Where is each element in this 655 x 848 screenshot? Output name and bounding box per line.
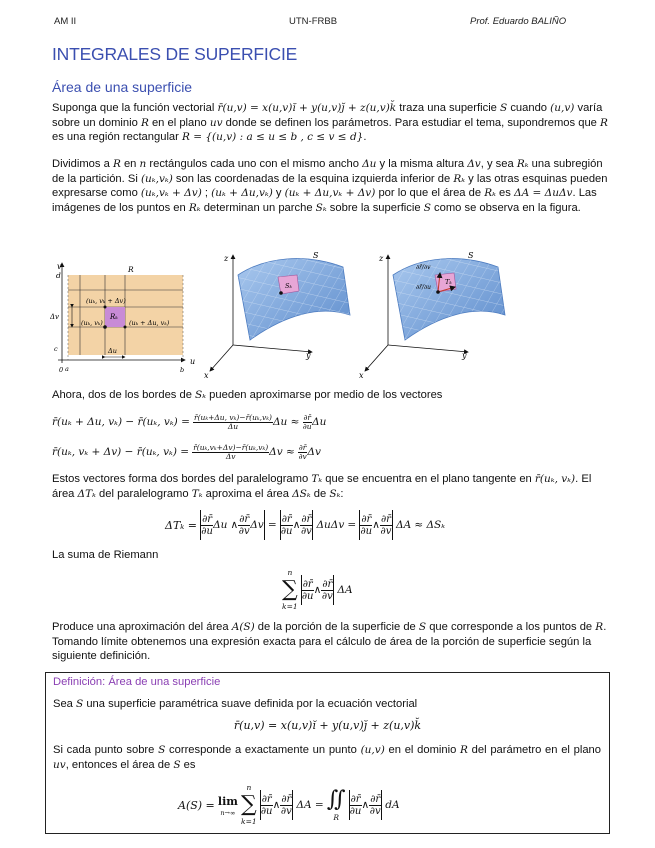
definition-line-2: Si cada punto sobre S corresponde a exactamente un punto (u,v) en el dominio R del parámetro en el plano uv, entonces el área de S es — [53, 744, 602, 771]
x-label-2: x — [359, 371, 364, 380]
equation-riemann-sum: n ∑ k=1 $\frac{\partial r̄}{\partial u}$ ∧ $\frac{\partial r̄}{\partial v}$ ΔA — [282, 568, 353, 611]
s-label: S — [313, 251, 319, 260]
equation-dv: r̄(uₖ, vₖ + Δv) − r̄(uₖ, vₖ) = $\frac{\text{r̄(uₖ,vₖ+Δv)−r̄(uₖ,vₖ)}}{\Delta v}$ Δv ≈ $\frac{\partial r̄}{\partial v}$ Δv — [52, 442, 321, 461]
paragraph-intro: Suponga que la función vectorial r̄(u,v) = x(u,v)ĭ + y(u,v)j̆ + z(u,v)k̆ traza una superficie S cuando (u,v) varía sobre un dominio R en el plano uv donde se definen los parámetros. Para estudiar el tema, supondremos que R es una región rectangular R = {(u,v) : a ≤ u ≤ b , c ≤ v ≤ d}. — [52, 102, 608, 144]
definition-line-1: Sea S una superficie paramétrica suave definida por la ecuación vectorial — [53, 698, 418, 710]
y-label-2: y — [462, 351, 467, 360]
rk-label: Rₖ — [110, 313, 118, 321]
paragraph-limit: Produce una aproximación del área A(S) de la porción de la superficie de S que corresponde a los puntos de R. Tomando límite obtenemos una expresión exacta para el cálculo de área de la porción de superficie según la siguiente definición. — [52, 621, 607, 663]
header-right: Prof. Eduardo BALIÑO — [470, 16, 567, 27]
header-left: AM II — [54, 16, 77, 27]
x-label: x — [204, 371, 209, 380]
paragraph-partition: Dividimos a R en n rectángulos cada uno con el mismo ancho Δu y la misma altura Δv, y sea Rₖ una subregión de la partición. Si (uₖ,vₖ) son las coordenadas de la esquina izquierda inferior de Rₖ y las otras esquinas pueden expresarse como (uₖ,vₖ + Δv) ; (uₖ + Δu,vₖ) y (uₖ + Δu,vₖ + Δv) por lo que el área de Rₖ es ΔA = ΔuΔv. Las imágenes de los puntos en Rₖ determinan un parche Sₖ sobre la superficie S como se observa en la figura. — [52, 158, 608, 214]
sigma-block: n ∑ k=1 — [282, 568, 298, 611]
s-label-2: S — [468, 251, 474, 260]
c-label: c — [54, 345, 58, 353]
rv-label: ∂r̄/∂v — [416, 264, 431, 271]
surface-figure — [204, 251, 350, 380]
a-label: a — [65, 365, 69, 373]
zero-label: 0 — [59, 366, 64, 374]
double-integral-block: ∬ R — [326, 787, 346, 822]
equation-delta-tk: ΔTₖ = $\frac{\partial r̄}{\partial u}$ Δu ∧ $\frac{\partial r̄}{\partial v}$ Δv = $\frac{\partial r̄}{\partial u}$ ∧ $\frac{\partial r̄}{\partial v}$ ΔuΔv = $\frac{\partial r̄}{\partial u}$ ∧ $\frac{\partial r̄}{\partial v}$ ΔA ≈ ΔSₖ — [165, 508, 445, 542]
y-axis — [233, 345, 312, 352]
section-title: Área de una superficie — [52, 79, 193, 95]
tangent-figure — [359, 251, 505, 380]
v-label: v — [57, 262, 62, 271]
header-center: UTN-FRBB — [289, 16, 338, 27]
region-r — [68, 275, 183, 355]
sk-label: Sₖ — [285, 282, 292, 290]
definition-area-formula: A(S) = lim n→∞ n ∑ k=1 $\frac{\partial r̄}{\partial u}$ ∧ $\frac{\partial r̄}{\partial v}$ ΔA = ∬ R $\frac{\partial r̄}{\partial u}$ ∧ $\frac{\partial r̄}{\partial v}$ dA — [178, 783, 400, 826]
y-axis-2 — [388, 345, 468, 352]
top-point-label: (uₖ, vₖ + Δv) — [86, 297, 126, 305]
paragraph-edges: Ahora, dos de los bordes de Sₖ pueden aproximarse por medio de los vectores — [52, 389, 443, 401]
z-label-2: z — [379, 254, 384, 263]
definition-vector-equation: r̄(u,v) = x(u,v)ĭ + y(u,v)j̆ + z(u,v)k̆ — [233, 719, 422, 732]
sigma-block-2: n ∑ k=1 — [241, 783, 257, 826]
d-label: d — [56, 271, 61, 280]
page-title: INTEGRALES DE SUPERFICIE — [52, 44, 298, 64]
tk-label: Tₖ — [445, 278, 452, 286]
b-label: b — [180, 366, 185, 374]
definition-title: Definición: Área de una superficie — [53, 676, 221, 688]
limit-block: lim n→∞ — [217, 795, 238, 817]
z-label: z — [224, 254, 229, 263]
equation-du: r̄(uₖ + Δu, vₖ) − r̄(uₖ, vₖ) = $\frac{\text{r̄(uₖ+Δu, vₖ)−r̄(uₖ,vₖ)}}{\Delta u}$ Δu ≈ $\frac{\partial r̄}{\partial u}$ Δu — [52, 412, 327, 431]
du-label: Δu — [108, 347, 117, 355]
r-label: R — [128, 265, 134, 274]
definition-box — [45, 672, 610, 834]
riemann-label: La suma de Riemann — [52, 549, 159, 561]
ru-label: ∂r̄/∂u — [416, 284, 431, 291]
u-label: u — [190, 357, 196, 366]
paragraph-parallelogram: Estos vectores forma dos bordes del paralelogramo Tₖ que se encuentra en el plano tangente en r̄(uₖ, vₖ). El área ΔTₖ del paralelogramo Tₖ aproxima el área ΔSₖ de Sₖ: — [52, 473, 592, 500]
x-axis-2 — [365, 345, 388, 371]
parametrization-figure — [50, 245, 615, 380]
x-axis — [210, 345, 233, 371]
dv-label: Δv — [50, 313, 60, 321]
right-point-label: (uₖ + Δu, vₖ) — [129, 319, 170, 327]
uv-region-figure — [50, 262, 195, 374]
y-label: y — [306, 351, 311, 360]
corner-point-label: (uₖ, vₖ) — [81, 319, 103, 327]
